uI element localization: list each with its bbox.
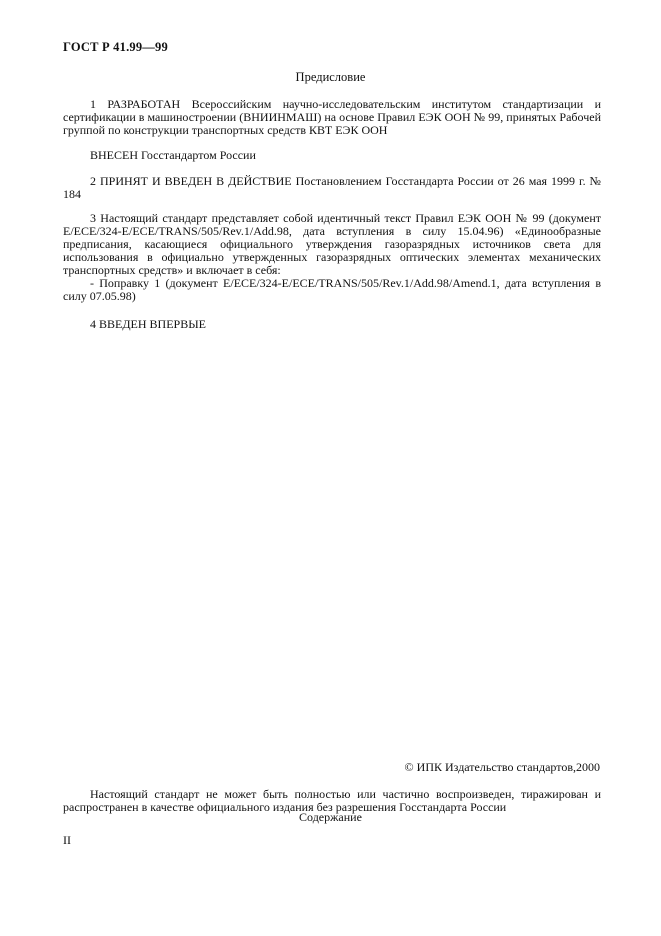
preface-item-3 [63,212,601,303]
contents-heading: Содержание [299,810,362,824]
preface-item-2: 2 ПРИНЯТ И ВВЕДЕН В ДЕЙСТВИЕ Постановлением Госстандарта России от 26 мая 1999 г. № 184 [63,174,601,201]
preface-item-1: 1 РАЗРАБОТАН Всероссийским научно-исследовательским институтом стандартизации и сертификации в машиностроении (ВНИИНМАШ) на основе Правил ЕЭК ООН № 99, принятых Рабочей группой по конструкции транспортных средств КВТ ЕЭК ООН [63,97,601,137]
copyright-line: © ИПК Издательство стандартов,2000 [404,760,600,774]
preface-title: Предисловие [295,70,366,84]
preface-item-1-introduced: ВНЕСЕН Госстандартом России [90,148,256,162]
preface-item-3-amendment: - Поправку 1 (документ E/ECE/324-E/ECE/TRANS/505/Rev.1/Add.98/Amend.1, дата вступления в силу 07.05.98) [63,276,601,303]
preface-item-3-text: 3 Настоящий стандарт представляет собой идентичный текст Правил ЕЭК ООН № 99 (документ E/ECE/324-E/ECE/TRANS/505/Rev.1/Add.98, дата вступления в силу 15.04.96) «Единообразные предписания, касающиеся официального утверждения газоразрядных источников света для использования в официально утвержденных газоразрядных оптических элементах механических транспортных средств» и включает в себя: [63,211,601,277]
preface-item-4: 4 ВВЕДЕН ВПЕРВЫЕ [90,317,206,331]
page-number: II [63,833,71,847]
standard-code: ГОСТ Р 41.99—99 [63,40,168,54]
reproduction-notice: Настоящий стандарт не может быть полностью или частично воспроизведен, тиражирован и распространен в качестве официального издания без разрешения Госстандарта России [63,787,601,814]
